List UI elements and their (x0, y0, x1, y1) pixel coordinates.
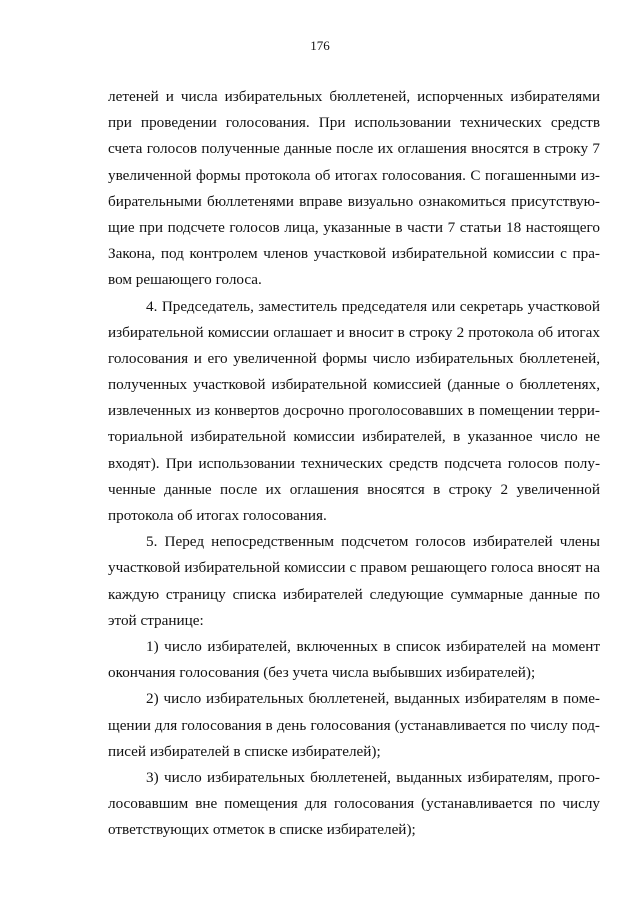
text-line: Закона, под контролем членов участковой избирательной комиссии с пра- (108, 245, 600, 263)
text-line: каждую страницу списка избирателей следующие суммарные данные по (108, 585, 600, 603)
page-number: 176 (310, 38, 330, 53)
text-line: полученных участковой избирательной комиссией (данные о бюллетенях, (108, 376, 600, 394)
text-line: ториальной избирательной комиссии избирателей, в указанное число не (108, 428, 600, 446)
text-line: голосования и его увеличенной формы число избирательных бюллетеней, (108, 349, 600, 367)
text-line: бирательными бюллетенями вправе визуально ознакомиться присутствую- (108, 192, 600, 210)
text-line: 4. Председатель, заместитель председателя или секретарь участковой (146, 297, 600, 315)
text-line: вом решающего голоса. (108, 271, 262, 289)
text-line: входят). При использовании технических средств подсчета голосов полу- (108, 454, 600, 472)
text-line: ответствующих отметок в списке избирателей); (108, 821, 416, 839)
text-line: летеней и числа избирательных бюллетеней, испорченных избирателями (108, 88, 600, 105)
text-line: 1) число избирателей, включенных в список избирателей на момент (146, 637, 600, 655)
text-line: окончания голосования (без учета числа выбывших избирателей); (108, 664, 536, 682)
text-line: участковой избирательной комиссии с правом решающего голоса вносят на (108, 559, 600, 577)
text-line: извлеченных из конвертов досрочно проголосовавших в помещении терри- (108, 402, 600, 420)
text-line: писей избирателей в списке избирателей); (108, 742, 381, 760)
text-line: 2) число избирательных бюллетеней, выданных избирателям в поме- (146, 690, 600, 708)
text-line: 3) число избирательных бюллетеней, выданных избирателям, прого- (146, 768, 600, 786)
text-line: 5. Перед непосредственным подсчетом голосов избирателей члены (146, 533, 600, 551)
text-line: избирательной комиссии оглашает и вносит в строку 2 протокола об итогах (108, 323, 600, 341)
text-line: этой странице: (108, 611, 204, 629)
text-line: протокола об итогах голосования. (108, 507, 327, 524)
text-line: счета голосов полученные данные после их оглашения вносятся в строку 7 (108, 140, 600, 158)
document-body (108, 84, 600, 843)
text-line: щие при подсчете голосов лица, указанные в части 7 статьи 18 настоящего (108, 218, 600, 236)
text-line: увеличенной формы протокола об итогах голосования. С погашенными из- (108, 166, 600, 184)
text-line: ченные данные после их оглашения вносятся в строку 2 увеличенной (108, 480, 600, 498)
text-line: щении для голосования в день голосования (устанавливается по числу под- (108, 716, 600, 734)
text-line: при проведении голосования. При использовании технических средств (108, 114, 600, 132)
text-line: лосовавшим вне помещения для голосования (устанавливается по числу (108, 795, 600, 813)
